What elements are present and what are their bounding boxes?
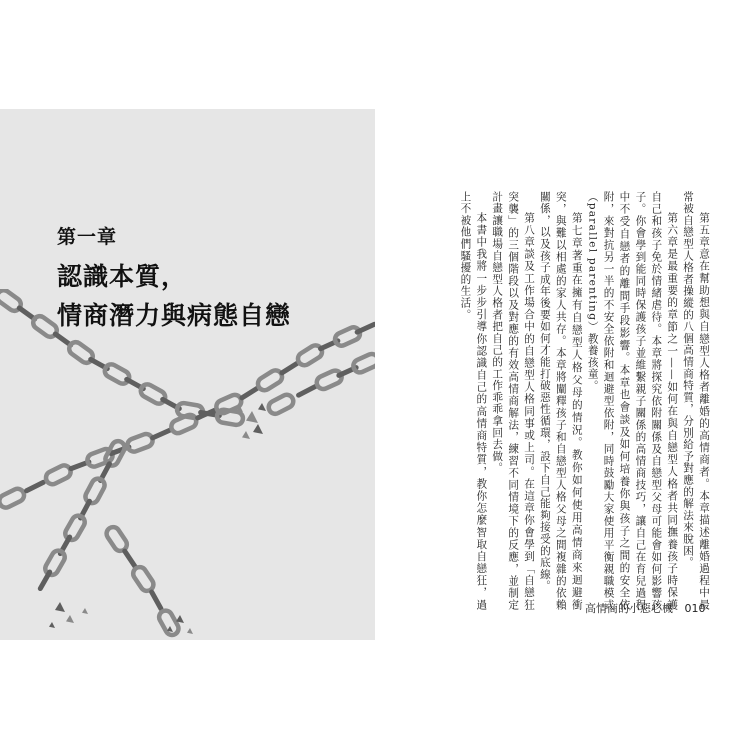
paragraph-chapter-6: 第六章是最重要的章節之一——如何在與自戀型人格者共同撫養孩子時保護自己和孩子免於情緒虐待。本章將探究依附關係及自戀型父母可能會如何影響孩子。你會學到能同時保護孩子並維繫親子關係的高情商技巧，讓自己在育兒過程中不受自戀者的離間手段影響。本章也會談及如何培養你與孩子之間的安全依附，來對抗另一半的不安全依附和迴避型依附，同時鼓勵大家使用平衡親職模式（parallel parenting）教養孩童。 — [586, 191, 679, 611]
chain-shard — [187, 628, 193, 634]
chain-shard — [82, 608, 88, 614]
body-text — [417, 191, 711, 611]
chain-link — [148, 589, 164, 612]
chain-link — [126, 432, 155, 453]
chain-link — [351, 352, 375, 375]
book-title: 高情商的小惡心機 — [585, 602, 673, 615]
paragraph-chapter-5: 第五章意在幫助想與自戀型人格者離婚的高情商者。本章描述離婚過程中最常被自戀型人格者操縱的八個高情商特質，分別給予對應的解法來脫困。 — [682, 191, 710, 611]
chain-shard — [246, 411, 258, 423]
chapter-opener-page — [0, 109, 375, 640]
broken-chains-illustration — [0, 289, 375, 640]
chain-link — [44, 463, 73, 486]
page-number: 010 — [684, 602, 706, 615]
text-page — [375, 109, 750, 640]
chain-link — [157, 608, 181, 637]
chain-link — [131, 565, 156, 594]
chain-shard — [242, 431, 250, 439]
chain-link — [315, 369, 344, 392]
paragraph-closing: 本書中我將一步步引導你認識自己的高情商特質，教你怎麼智取自戀狂，過上不被他們騷擾的生活。 — [459, 191, 488, 611]
chain-link — [83, 476, 107, 505]
chain-shard — [66, 615, 74, 623]
chain-shard — [55, 602, 65, 612]
chain-shard — [258, 403, 266, 411]
chapter-title-line-2: 情商潛力與病態自戀 — [57, 301, 292, 330]
chain-link — [0, 487, 26, 510]
chapter-title-line-1: 認識本質， — [57, 262, 188, 291]
chain-shard — [49, 622, 55, 628]
chain-lower — [0, 321, 375, 510]
chain-link — [23, 479, 47, 494]
paragraph-chapter-7: 第七章著重在擁有自戀型人格父母的情況。教你如何使用高情商來迴避衝突，與難以相處的家人共存。本章將闡釋孩子和自戀型人格父母之間複雜的依賴關係，以及孩子成年後要如何才能打破惡性循環，設下自己能夠接受的底線。 — [538, 191, 583, 611]
chapter-number: 第一章 — [57, 226, 118, 248]
chain-shard — [253, 424, 263, 434]
running-footer — [585, 600, 706, 616]
chain-link — [169, 413, 198, 435]
chain-link — [266, 393, 295, 417]
paragraph-chapter-8: 第八章談及工作場合中的自戀型人格同事或上司。在這章你會學到「自戀狂突襲」的三個階段以及對應的有效高情商解法，練習不同情境下的反應，並制定計畫讓職場自戀型人格者把自己的工作乖乖拿回去做。 — [491, 191, 536, 611]
chain-link — [333, 325, 362, 348]
